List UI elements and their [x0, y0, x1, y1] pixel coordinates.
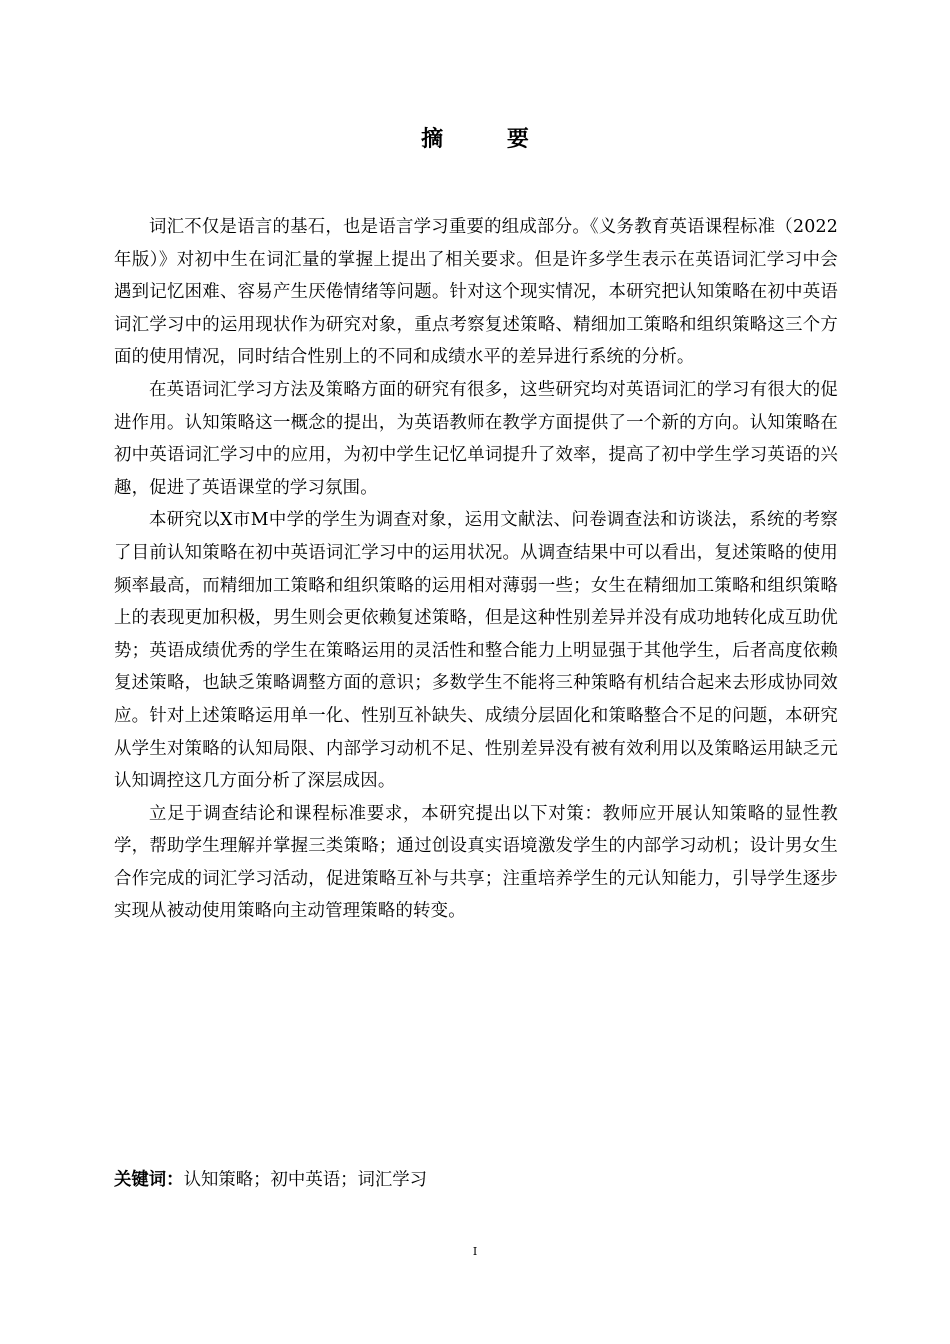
keywords-label: 关键词： — [114, 1170, 184, 1190]
abstract-paragraph-1: 词汇不仅是语言的基石，也是语言学习重要的组成部分。《义务教育英语课程标准（2022年版）》对初中生在词汇量的掌握上提出了相关要求。但是许多学生表示在英语词汇学习中会遇到记忆困难、容易产生厌倦情绪等问题。针对这个现实情况，本研究把认知策略在初中英语词汇学习中的运用现状作为研究对象，重点考察复述策略、精细加工策略和组织策略这三个方面的使用情况，同时结合性别上的不同和成绩水平的差异进行系统的分析。 — [114, 217, 838, 368]
abstract-paragraph-3: 本研究以X市M中学的学生为调查对象，运用文献法、问卷调查法和访谈法，系统的考察了目前认知策略在初中英语词汇学习中的运用状况。从调查结果中可以看出，复述策略的使用频率最高，而精细加工策略和组织策略的运用相对薄弱一些；女生在精细加工策略和组织策略上的表现更加积极，男生则会更依赖复述策略，但是这种性别差异并没有成功地转化成互助优势；英语成绩优秀的学生在策略运用的灵活性和整合能力上明显强于其他学生，后者高度依赖复述策略，也缺乏策略调整方面的意识；多数学生不能将三种策略有机结合起来去形成协同效应。针对上述策略运用单一化、性别互补缺失、成绩分层固化和策略整合不足的问题，本研究从学生对策略的认知局限、内部学习动机不足、性别差异没有被有效利用以及策略运用缺乏元认知调控这几方面分析了深层成因。 — [114, 510, 838, 792]
abstract-paragraph-2: 在英语词汇学习方法及策略方面的研究有很多，这些研究均对英语词汇的学习有很大的促进作用。认知策略这一概念的提出，为英语教师在教学方面提供了一个新的方向。认知策略在初中英语词汇学习中的应用，为初中学生记忆单词提升了效率，提高了初中学生学习英语的兴趣，促进了英语课堂的学习氛围。 — [114, 379, 838, 498]
abstract-paragraph-4: 立足于调查结论和课程标准要求，本研究提出以下对策：教师应开展认知策略的显性教学，帮助学生理解并掌握三类策略；通过创设真实语境激发学生的内部学习动机；设计男女生合作完成的词汇学习活动，促进策略互补与共享；注重培养学生的元认知能力，引导学生逐步实现从被动使用策略向主动管理策略的转变。 — [114, 803, 838, 922]
keywords-line — [114, 1164, 838, 1196]
page-title: 摘 要 — [421, 127, 557, 152]
page-number: I — [472, 1245, 478, 1258]
abstract-body — [114, 211, 838, 928]
keywords-value: 认知策略；初中英语；词汇学习 — [183, 1170, 428, 1190]
